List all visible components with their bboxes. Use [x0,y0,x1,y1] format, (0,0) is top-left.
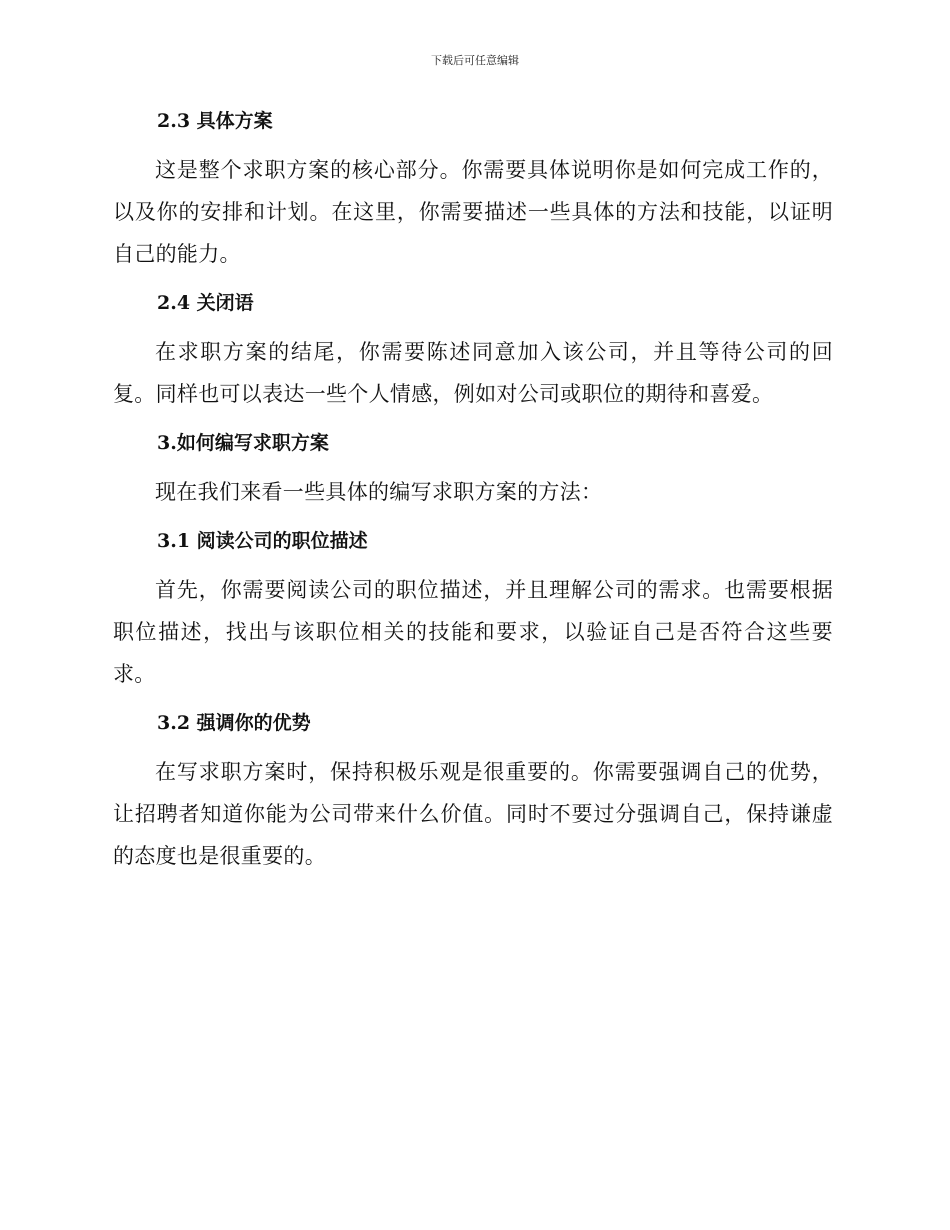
section-heading-2-3: 2.3 具体方案 [157,110,273,132]
section-heading-3: 3.如何编写求职方案 [157,432,329,454]
section-heading-3-2: 3.2 强调你的优势 [157,712,311,734]
paragraph-how-to-write: 现在我们来看一些具体的编写求职方案的方法： [155,480,603,504]
section-heading-3-1: 3.1 阅读公司的职位描述 [157,530,368,552]
paragraph-specific-plan: 这是整个求职方案的核心部分。你需要具体说明你是如何完成工作的，以及你的安排和计划。在这里，你需要描述一些具体的方法和技能，以证明自己的能力。 [113,158,833,266]
paragraph-read-job-description: 首先，你需要阅读公司的职位描述，并且理解公司的需求。也需要根据职位描述，找出与该职位相关的技能和要求，以验证自己是否符合这些要求。 [113,578,833,686]
page-header: 下载后可任意编辑 [431,54,519,67]
paragraph-emphasize-strengths: 在写求职方案时，保持积极乐观是很重要的。你需要强调自己的优势，让招聘者知道你能为公司带来什么价值。同时不要过分强调自己，保持谦虚的态度也是很重要的。 [113,760,833,868]
section-heading-2-4: 2.4 关闭语 [157,292,254,314]
document-body [113,107,833,891]
paragraph-closing: 在求职方案的结尾，你需要陈述同意加入该公司，并且等待公司的回复。同样也可以表达一些个人情感，例如对公司或职位的期待和喜爱。 [113,340,833,406]
